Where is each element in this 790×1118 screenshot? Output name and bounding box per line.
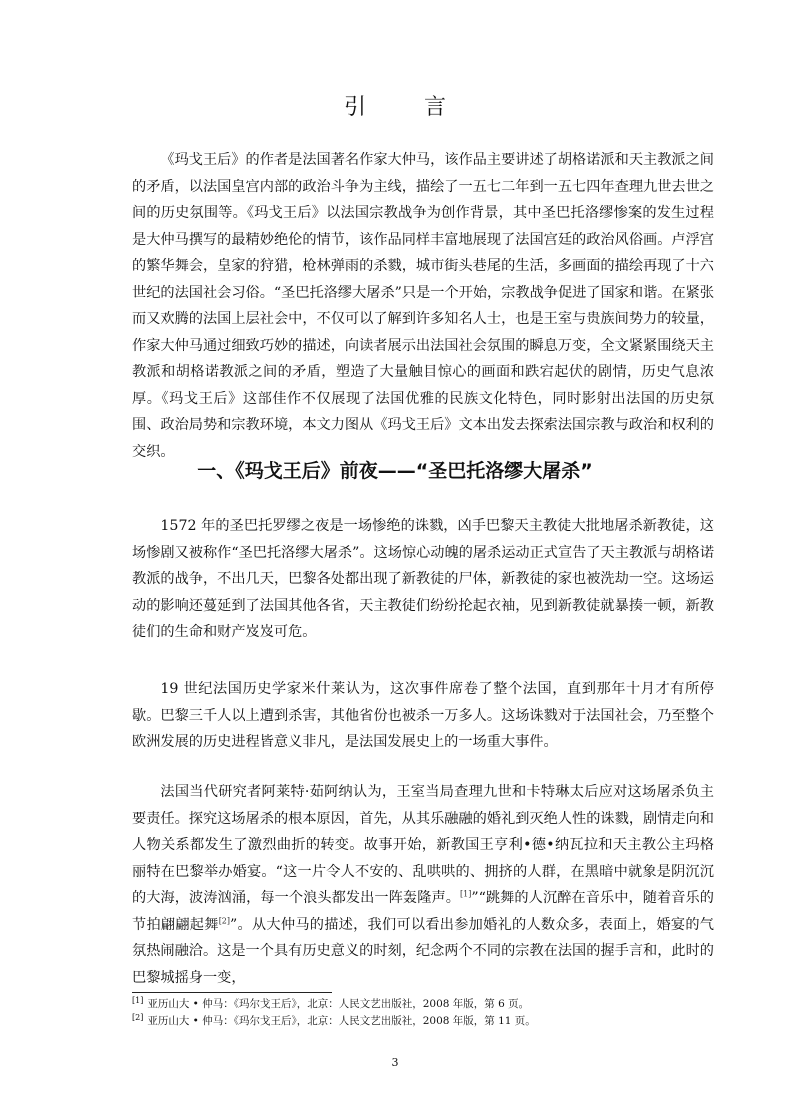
- footnote-mark: [1]: [132, 995, 144, 1005]
- section-heading: 一、《玛戈王后》前夜——“圣巴托洛缪大屠杀”: [197, 460, 593, 482]
- footnote-divider: [132, 992, 332, 993]
- page-number: 3: [391, 1056, 399, 1069]
- body-paragraph-2: 19 世纪法国历史学家米什莱认为，这次事件席卷了整个法国，直到那年十月才有所停歇。巴黎三千人以上遭到杀害，其他省份也被杀一万多人。这场诛戮对于法国社会，乃至整个欧洲发展的历史进程皆意义非凡，是法国发展史上的一场重大事件。: [132, 681, 714, 750]
- body-paragraph-1: 1572 年的圣巴托罗缪之夜是一场惨绝的诛戮，凶手巴黎天主教徒大批地屠杀新教徒，这场惨剧又被称作“圣巴托洛缪大屠杀”。这场惊心动魄的屠杀运动正式宣告了天主教派与胡格诺教派的战争，不出几天，巴黎各处都出现了新教徒的尸体，新教徒的家也被洗劫一空。这场运动的影响还蔓延到了法国其他各省，天主教徒们纷纷抡起衣袖，见到新教徒就暴揍一顿，新教徒们的生命和财产岌岌可危。: [132, 518, 715, 640]
- footnotes: [132, 996, 714, 1030]
- footnote-text: 亚历山大 • 仲马：《玛尔戈王后》，北京：人民文艺出版社，2008 年版，第 11 页。: [147, 1015, 536, 1027]
- intro-block: [132, 147, 714, 465]
- footnote-1: [132, 996, 714, 1013]
- footnote-ref-1[interactable]: [1]: [459, 889, 472, 899]
- footnote-text: 亚历山大 • 仲马：《玛尔戈王后》，北京：人民文艺出版社，2008 年版，第 6 页。: [147, 998, 530, 1010]
- body-paragraph-3: [132, 779, 714, 991]
- footnote-ref-2[interactable]: [2]: [218, 915, 231, 925]
- body-block-3: [132, 779, 714, 991]
- footnote-mark: [2]: [132, 1012, 144, 1022]
- paragraph-text-part: ”。从大仲马的描述，我们可以看出参加婚礼的人数众多，表面上，婚宴的气氛热闹融洽。这是一个具有历史意义的时刻，纪念两个不同的宗教在法国的握手言和，此时的巴黎城摇身一变，: [132, 916, 714, 986]
- body-block-1: [132, 513, 714, 646]
- footnote-2: [132, 1013, 714, 1030]
- paragraph-text-part: ”“跳舞的人沉醉在音乐中，随着音乐的节拍翩翩起舞: [132, 890, 714, 933]
- body-block-2: [132, 676, 714, 756]
- intro-paragraph: 《玛戈王后》的作者是法国著名作家大仲马，该作品主要讲述了胡格诺派和天主教派之间的矛盾，以法国皇宫内部的政治斗争为主线，描绘了一五七二年到一五七四年查理九世去世之间的历史氛围等。《玛戈王后》以法国宗教战争为创作背景，其中圣巴托洛缪惨案的发生过程是大仲马撰写的最精妙绝伦的情节，该作品同样丰富地展现了法国宫廷的政治风俗画。卢浮宫的繁华舞会，皇家的狩猎，枪林弹雨的杀戮，城市街头巷尾的生活，多画面的描绘再现了十六世纪的法国社会习俗。“圣巴托洛缪大屠杀”只是一个开始，宗教战争促进了国家和谐。在紧张而又欢腾的法国上层社会中，不仅可以了解到许多知名人士，也是王室与贵族间势力的较量，作家大仲马通过细致巧妙的描述，向读者展示出法国社会氛围的瞬息万变，全文紧紧围绕天主教派和胡格诺教派之间的矛盾，塑造了大量触目惊心的画面和跌宕起伏的剧情，历史气息浓厚。《玛戈王后》这部佳作不仅展现了法国优雅的民族文化特色，同时影射出法国的历史氛围、政治局势和宗教环境，本文力图从《玛戈王后》文本出发去探索法国宗教与政治和权利的交织。: [132, 152, 715, 460]
- page-title: 引 言: [343, 95, 464, 120]
- paragraph-text-part: 法国当代研究者阿莱特·茹阿纳认为，王室当局查理九世和卡特琳太后应对这场屠杀负主要责任。探究这场屠杀的根本原因，首先，从其乐融融的婚礼到灭绝人性的诛戮，剧情走向和人物关系都发生了激烈曲折的转变。故事开始，新教国王亨利•德•纳瓦拉和天主教公主玛格丽特在巴黎举办婚宴。“这一片令人不安的、乱哄哄的、拥挤的人群，在黑暗中就象是阴沉沉的大海，波涛汹涌，每一个浪头都发出一阵轰隆声。: [132, 784, 714, 906]
